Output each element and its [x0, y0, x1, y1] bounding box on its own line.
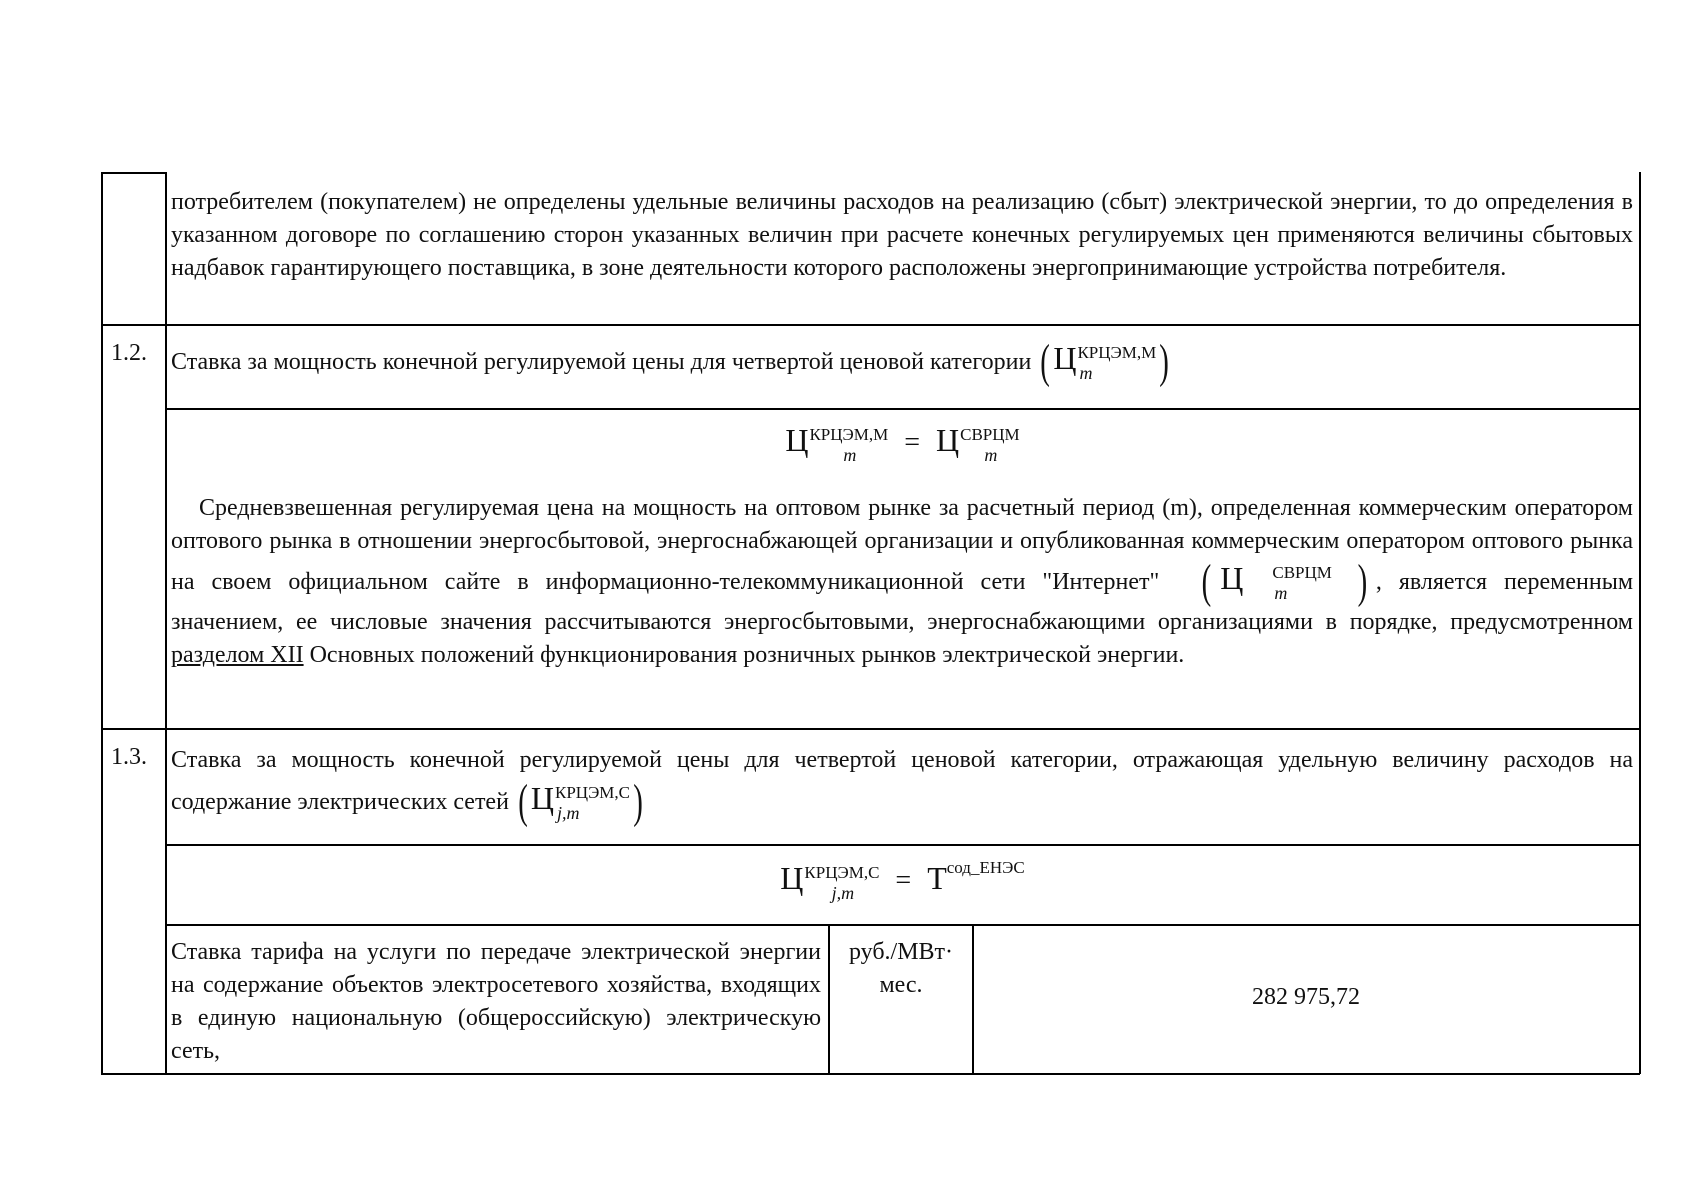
price-subscript: m — [1274, 583, 1288, 604]
left-paren: ( — [518, 775, 528, 828]
row2-title — [171, 335, 1172, 388]
row2-paragraph-part1: Средневзвешенная регулируемая цена на мощность на оптовом рынке за расчетный период (m), определенная коммерческим оператором оптового рынка в отношении энергосбытовой, энергоснабжающей организации и опубликованная коммерческим оператором оптового рынка на своем официальном сайте в информационно-телекоммуникационной сети "Интернет" — [171, 495, 1633, 595]
formula-lhs-symbol: Ц — [780, 860, 804, 896]
table-border-left — [101, 172, 103, 1074]
unit-line-1: руб./МВт· — [848, 939, 954, 965]
tariff-table — [101, 172, 1640, 1074]
left-paren: ( — [1201, 555, 1212, 608]
table-border-top — [101, 172, 165, 174]
formula-lhs-subscript: m — [843, 445, 857, 466]
tariff-label: Ставка тарифа на услуги по передаче электрической энергии на содержание объектов электросетевого хозяйства, входящих в единую национальную (общероссийскую) электрическую сеть, — [171, 939, 821, 1064]
row2-paragraph-part2: , является переменным значением, ее числовые значения рассчитываются энергосбытовыми, энергоснабжающими организациями в порядке, предусмотренном — [171, 569, 1634, 635]
row-divider-2 — [101, 728, 1640, 730]
formula-rhs-symbol: Ц — [936, 422, 960, 458]
price-subscript: m — [1079, 363, 1093, 384]
price-superscript: КРЦЭМ,М — [1077, 343, 1157, 363]
price-subscript: j,m — [557, 803, 580, 824]
price-symbol: Ц — [1220, 560, 1244, 596]
formula-lhs-superscript: КРЦЭМ,C — [804, 863, 880, 883]
formula-rhs-superscript: СВРЦМ — [960, 425, 1020, 445]
unit-line-2: мес. — [879, 972, 923, 998]
right-paren: ) — [1357, 555, 1368, 608]
formula-lhs-superscript: КРЦЭМ,М — [809, 425, 889, 445]
formula-rhs-subscript: m — [984, 445, 998, 466]
row3-title — [171, 742, 1633, 826]
right-paren: ) — [633, 775, 643, 828]
row-divider-1 — [101, 324, 1640, 326]
formula-rhs-symbol: Т — [927, 860, 947, 896]
column-divider-unit — [828, 924, 830, 1074]
formula-equals: = — [895, 865, 912, 896]
table-border-bottom — [101, 1073, 1640, 1075]
formula-lhs-subscript: j,m — [831, 883, 855, 904]
row3-number: 1.3. — [111, 744, 147, 770]
row2-paragraph — [171, 492, 1633, 672]
left-paren: ( — [1040, 335, 1051, 388]
row-divider-1-3 — [165, 844, 1640, 846]
table-border-right — [1639, 172, 1641, 1074]
section-link[interactable]: разделом XII — [171, 642, 304, 668]
row2-number: 1.2. — [111, 340, 147, 366]
row-divider-1-2 — [165, 408, 1640, 410]
row3-formula — [165, 860, 1640, 903]
formula-equals: = — [904, 427, 921, 458]
price-symbol: Ц — [1053, 340, 1077, 376]
row2-title-text: Ставка за мощность конечной регулируемой цены для четвертой ценовой категории — [171, 349, 1032, 375]
row2-formula — [165, 422, 1640, 465]
row2-paragraph-part3: Основных положений функционирования розничных рынков электрической энергии. — [309, 642, 1185, 668]
price-symbol: Ц — [530, 780, 555, 816]
row-divider-1-3-formula — [165, 924, 1640, 926]
column-divider-number — [165, 172, 167, 1074]
price-superscript: КРЦЭМ,C — [555, 783, 631, 803]
right-paren: ) — [1159, 335, 1170, 388]
price-superscript: СВРЦМ — [1272, 563, 1332, 583]
formula-lhs-symbol: Ц — [785, 422, 809, 458]
formula-rhs-superscript: сод_ЕНЭС — [946, 858, 1025, 877]
row1-text: потребителем (покупателем) не определены удельные величины расходов на реализацию (сбыт) электрической энергии, то до определения в указанном договоре по соглашению сторон указанных величин при расчете конечных регулируемых цен применяются величины сбытовых надбавок гарантирующего поставщика, в зоне деятельности которого расположены энергопринимающие устройства потребителя. — [171, 189, 1633, 281]
unit-cell — [833, 936, 969, 1002]
tariff-value: 282 975,72 — [1252, 984, 1360, 1010]
row3-title-text: Ставка за мощность конечной регулируемой цены для четвертой ценовой категории, отражающая удельную величину расходов на содержание электрических сетей — [171, 747, 1633, 815]
